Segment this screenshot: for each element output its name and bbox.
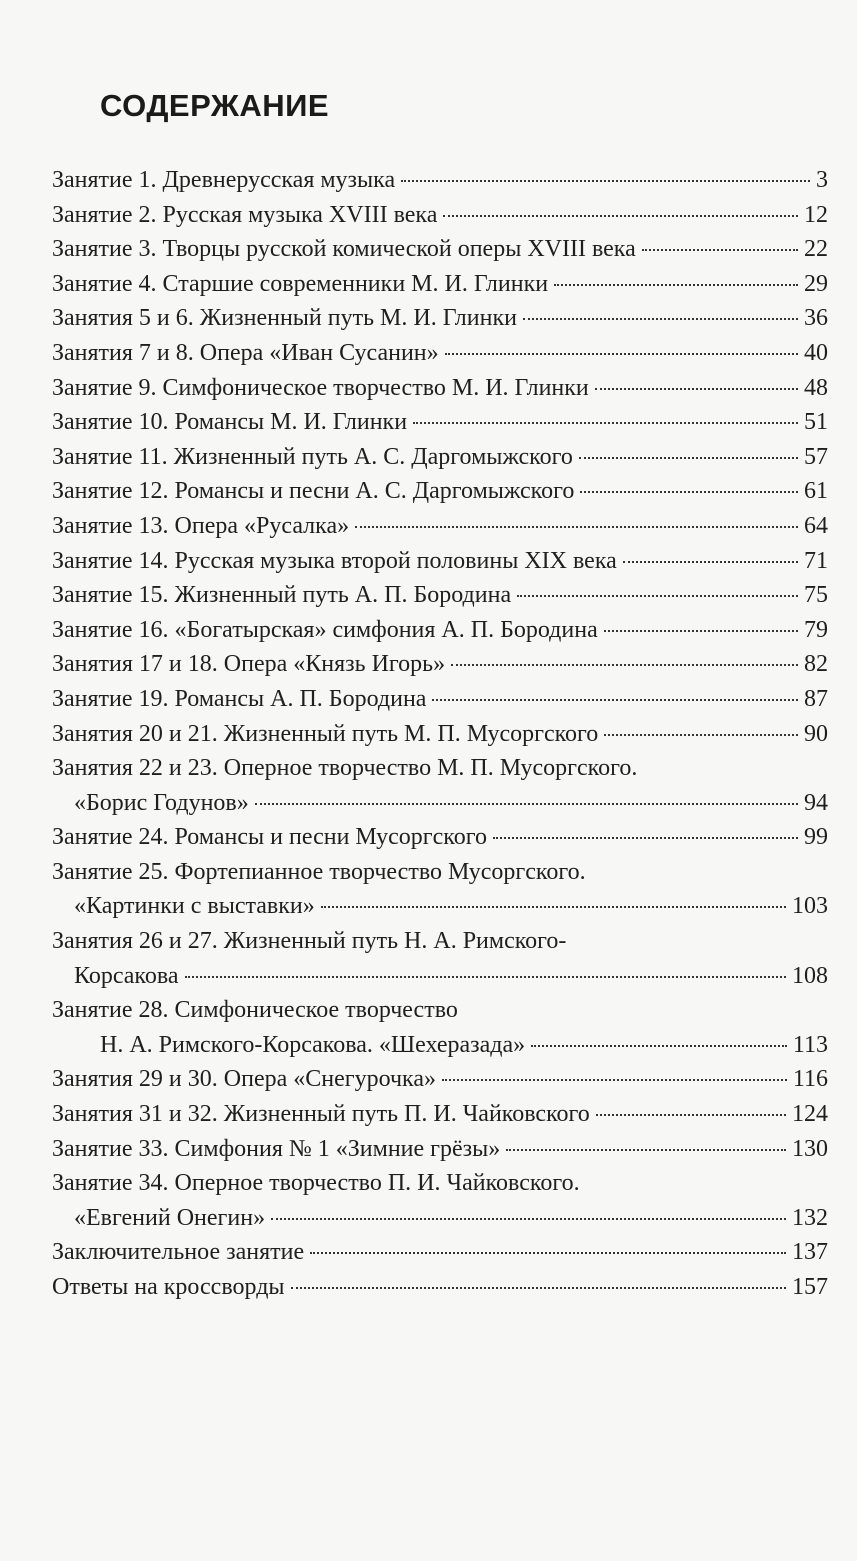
dot-leader: [255, 803, 798, 805]
toc-entry: [52, 371, 828, 406]
page-number: 64: [804, 512, 828, 539]
entry-title: Занятие 34. Оперное творчество П. И. Чайковского.: [52, 1170, 580, 1197]
entry-title: Занятия 5 и 6. Жизненный путь М. И. Глинки: [52, 305, 517, 332]
dot-leader: [506, 1149, 786, 1151]
page-number: 79: [804, 616, 828, 643]
dot-leader: [271, 1218, 786, 1220]
toc-entry-continuation: [52, 1201, 828, 1236]
dot-leader: [579, 457, 798, 459]
toc-entry: [52, 1166, 828, 1201]
toc-entry: [52, 440, 828, 475]
page-number: 87: [804, 685, 828, 712]
dot-leader: [310, 1252, 786, 1254]
entry-title: Ответы на кроссворды: [52, 1274, 285, 1300]
dot-leader: [401, 180, 810, 182]
entry-title: Занятие 25. Фортепианное творчество Мусоргского.: [52, 858, 586, 885]
entry-title: Корсакова: [74, 962, 179, 989]
toc-entry: [52, 1062, 828, 1097]
page-number: 94: [804, 789, 828, 816]
page-number: 40: [804, 339, 828, 366]
entry-title: «Евгений Онегин»: [74, 1204, 266, 1231]
dot-leader: [321, 906, 786, 908]
dot-leader: [623, 561, 798, 563]
dot-leader: [604, 630, 798, 632]
entry-title: Занятия 31 и 32. Жизненный путь П. И. Чайковского: [52, 1101, 590, 1128]
page-title: СОДЕРЖАНИЕ: [100, 88, 330, 123]
toc-entry: [52, 924, 828, 959]
page-number: 130: [792, 1135, 828, 1162]
dot-leader: [185, 976, 786, 978]
entry-title: Занятие 4. Старшие современники М. И. Глинки: [52, 270, 549, 297]
page-number: 3: [816, 167, 828, 193]
dot-leader: [580, 491, 798, 493]
dot-leader: [413, 422, 798, 424]
toc-entry: [52, 1097, 828, 1132]
entry-title: Занятие 24. Романсы и песни Мусоргского: [52, 824, 487, 851]
page-number: 90: [804, 720, 828, 747]
toc-entry: [52, 405, 828, 440]
toc-entry-continuation: [52, 1028, 828, 1063]
toc-entry: [52, 544, 828, 579]
toc-entry: [52, 613, 828, 648]
toc-entry: [52, 1270, 828, 1305]
toc-entry: [52, 336, 828, 371]
toc-entry: [52, 509, 828, 544]
table-of-contents: [52, 163, 828, 1305]
toc-entry-continuation: [52, 889, 828, 924]
entry-title: Занятие 1. Древнерусская музыка: [52, 167, 396, 193]
page-number: 71: [804, 547, 828, 574]
toc-entry: [52, 578, 828, 613]
entry-title: Занятие 16. «Богатырская» симфония А. П. Бородина: [52, 616, 598, 643]
entry-title: Занятие 28. Симфоническое творчество: [52, 997, 458, 1024]
entry-title: Занятие 9. Симфоническое творчество М. И. Глинки: [52, 374, 589, 401]
page-number: 82: [804, 651, 828, 678]
entry-title: Занятия 20 и 21. Жизненный путь М. П. Мусоргского: [52, 720, 599, 747]
page-number: 116: [792, 1066, 828, 1093]
entry-title: Занятие 10. Романсы М. И. Глинки: [52, 409, 408, 436]
entry-title: Занятия 22 и 23. Оперное творчество М. П. Мусоргского.: [52, 755, 638, 782]
entry-title: Н. А. Римского-Корсакова. «Шехеразада»: [100, 1031, 526, 1058]
page-number: 132: [792, 1204, 828, 1231]
toc-entry: [52, 647, 828, 682]
dot-leader: [432, 699, 798, 701]
page-number: 36: [804, 305, 828, 332]
toc-entry-continuation: [52, 959, 828, 994]
entry-title: Занятия 26 и 27. Жизненный путь Н. А. Римского-: [52, 928, 567, 955]
entry-title: Занятие 11. Жизненный путь А. С. Даргомыжского: [52, 443, 573, 470]
toc-entry: [52, 474, 828, 509]
dot-leader: [445, 353, 798, 355]
dot-leader: [355, 526, 798, 528]
dot-leader: [642, 249, 798, 251]
dot-leader: [523, 318, 798, 320]
toc-entry: [52, 717, 828, 752]
page-number: 29: [804, 270, 828, 297]
toc-entry: [52, 232, 828, 267]
entry-title: Занятие 14. Русская музыка второй половины XIX века: [52, 547, 617, 574]
entry-title: Занятия 7 и 8. Опера «Иван Сусанин»: [52, 339, 439, 366]
page-number: 103: [792, 893, 828, 920]
toc-entry: [52, 301, 828, 336]
entry-title: «Борис Годунов»: [74, 789, 249, 816]
page-number: 57: [804, 443, 828, 470]
page-number: 113: [792, 1031, 828, 1058]
toc-entry: [52, 1132, 828, 1167]
entry-title: Занятия 29 и 30. Опера «Снегурочка»: [52, 1066, 436, 1093]
toc-entry: [52, 198, 828, 233]
entry-title: Занятие 12. Романсы и песни А. С. Даргомыжского: [52, 478, 575, 505]
page-number: 124: [792, 1101, 828, 1128]
dot-leader: [531, 1045, 787, 1047]
toc-entry: [52, 751, 828, 786]
page-number: 61: [804, 478, 828, 505]
page-number: 51: [804, 409, 828, 436]
page-number: 108: [792, 962, 828, 989]
dot-leader: [604, 734, 798, 736]
entry-title: Занятия 17 и 18. Опера «Князь Игорь»: [52, 651, 446, 678]
dot-leader: [595, 388, 798, 390]
toc-entry-continuation: [52, 786, 828, 821]
page-number: 137: [792, 1239, 828, 1266]
page-number: 157: [792, 1274, 828, 1300]
page-number: 22: [804, 236, 828, 263]
dot-leader: [451, 664, 798, 666]
dot-leader: [517, 595, 798, 597]
entry-title: «Картинки с выставки»: [74, 893, 315, 920]
toc-entry: [52, 820, 828, 855]
dot-leader: [443, 215, 798, 217]
toc-entry: [52, 855, 828, 890]
entry-title: Занятие 15. Жизненный путь А. П. Бородина: [52, 582, 512, 609]
entry-title: Занятие 3. Творцы русской комической оперы XVIII века: [52, 236, 636, 263]
entry-title: Занятие 13. Опера «Русалка»: [52, 512, 350, 539]
toc-entry: [52, 1235, 828, 1270]
toc-entry: [52, 993, 828, 1028]
dot-leader: [291, 1287, 786, 1289]
toc-entry: [52, 267, 828, 302]
page-number: 99: [804, 824, 828, 851]
toc-entry: [52, 682, 828, 717]
page-number: 12: [804, 201, 828, 228]
entry-title: Занятие 33. Симфония № 1 «Зимние грёзы»: [52, 1135, 501, 1162]
dot-leader: [554, 284, 798, 286]
toc-entry: [52, 163, 828, 198]
page-number: 48: [804, 374, 828, 401]
dot-leader: [493, 837, 798, 839]
entry-title: Занятие 2. Русская музыка XVIII века: [52, 201, 438, 228]
dot-leader: [596, 1114, 786, 1116]
page-number: 75: [804, 582, 828, 609]
entry-title: Занятие 19. Романсы А. П. Бородина: [52, 685, 427, 712]
dot-leader: [442, 1079, 787, 1081]
entry-title: Заключительное занятие: [52, 1239, 305, 1266]
